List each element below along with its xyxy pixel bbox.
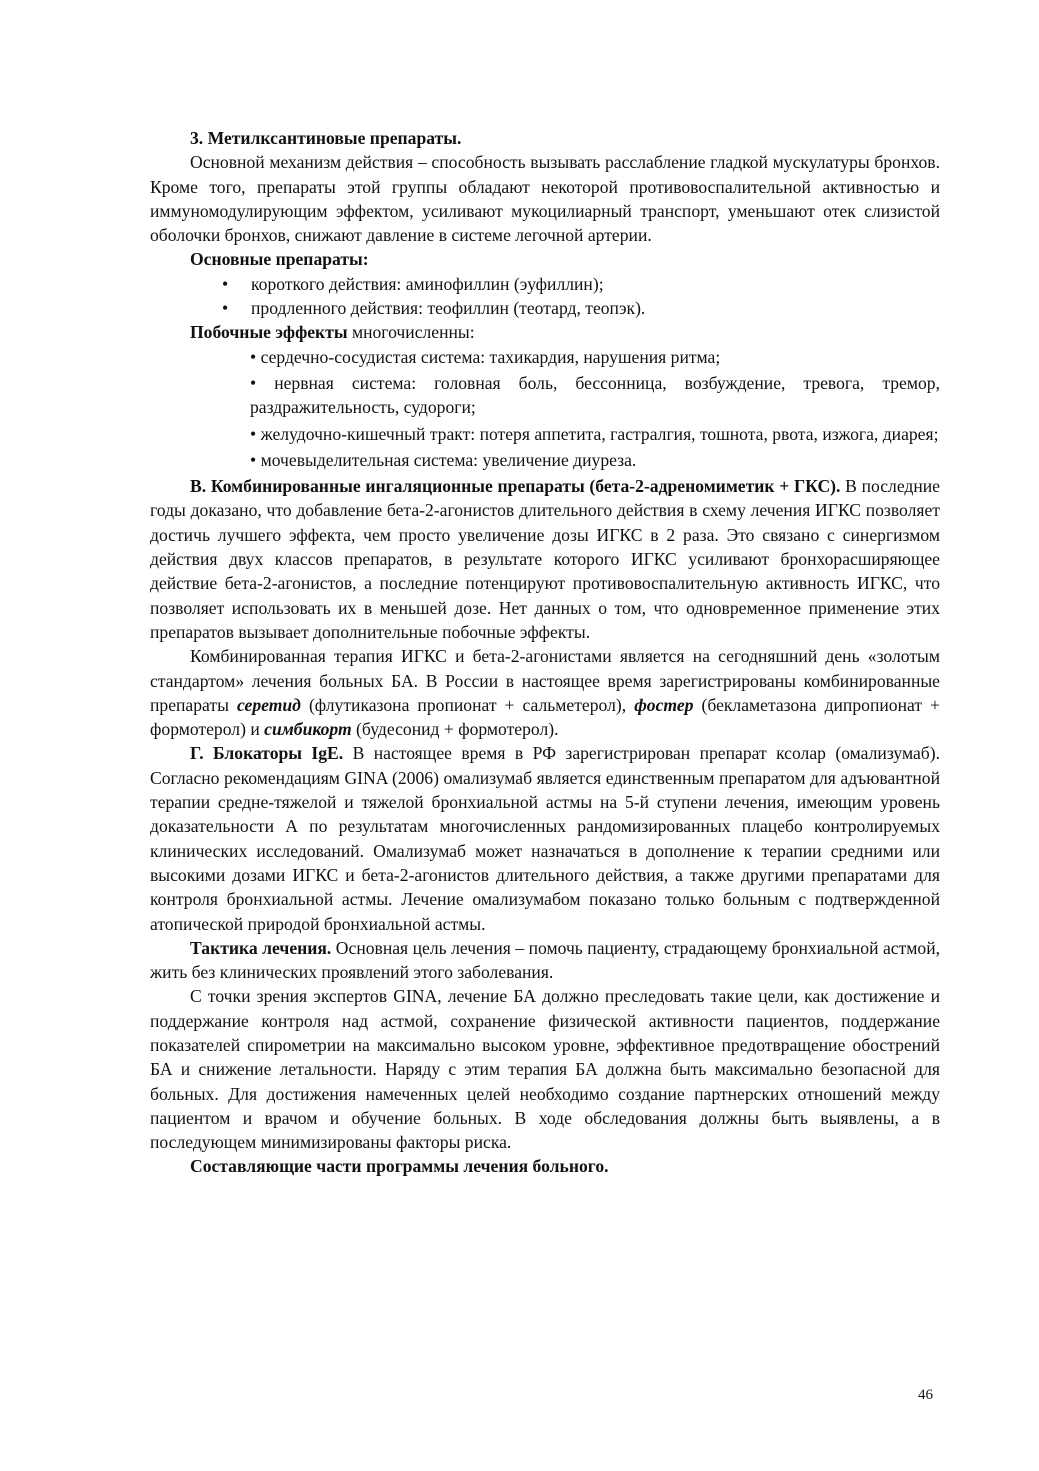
combined-therapy-text-2: (флутиказона пропионат + сальметерол), <box>300 694 635 715</box>
gina-goals-paragraph: С точки зрения экспертов GINA, лечение БА должно преследовать такие цели, как достижение и поддержание контроля над астмой, сохранение физической активности пациентов, поддержание показателей спирометрии на максимально высоком уровне, эффективное предотвращение обострений БА и снижение летальности. Наряду с этим терапия БА должна быть максимально безопасной для больных. Для достижения намеченных целей необходимо создание партнерских отношений между пациентом и врачом и обучение больных. В ходе обследования должны быть выявлены, а в последующем минимизированы факторы риска. <box>150 986 940 1153</box>
section-3-title: 3. Метилксантиновые препараты. <box>190 128 462 148</box>
section-v-title: В. Комбинированные ингаляционные препараты (бета-2-адреномиметик + ГКС). <box>190 476 841 497</box>
side-effects-heading-bold: Побочные эффекты <box>190 322 348 343</box>
list-item <box>150 371 940 420</box>
list-item-text: желудочно-кишечный тракт: потеря аппетита, гастралгия, тошнота, рвота, изжога, диарея; <box>260 423 939 444</box>
bullet-icon: • <box>250 423 257 444</box>
section-3-intro: Основной механизм действия – способность вызывать расслабление гладкой мускулатуры бронхов. Кроме того, препараты этой группы обладают некоторой противовоспалительной активностью и иммуномодулирующим эффектом, усиливают мукоцилиарный транспорт, уменьшают отек слизистой оболочки бронхов, снижают давление в системе легочной артерии. <box>150 152 940 246</box>
list-item-text: продленного действия: теофиллин (теотард, теопэк). <box>251 298 646 319</box>
side-effects-heading <box>150 320 940 344</box>
section-g-text: В настоящее время в РФ зарегистрирован препарат ксолар (омализумаб). Согласно рекомендациям GINA (2006) омализумаб является единственным препаратом для адъювантной терапии средне-тяжелой и тяжелой бронхиальной астмы на 5-й ступени лечения, имеющим уровень доказательности А по результатам многочисленных рандомизированных плацебо контролируемых клинических исследований. Омализумаб может назначаться в дополнение к терапии средними или высокими дозами ИГКС и бета-2-агонистов длительного действия, а также другими препаратами для контроля бронхиальной астмы. Лечение омализумабом показано только больным с подтвержденной атопической природой бронхиальной астмы. <box>150 743 940 934</box>
section-g-title: Г. Блокаторы IgE. <box>190 743 344 764</box>
list-item <box>150 345 940 369</box>
list-item-text: нервная система: головная боль, бессонница, возбуждение, тревога, тремор, раздражительность, судороги; <box>250 372 940 418</box>
list-item <box>150 422 940 446</box>
page-number: 46 <box>918 1387 933 1403</box>
drug-name-symbicort: симбикорт <box>264 719 352 740</box>
bullet-icon: • <box>250 449 257 470</box>
combined-therapy-text-4: (будесонид + формотерол). <box>351 719 559 740</box>
list-item-text: короткого действия: аминофиллин (эуфиллин); <box>251 273 604 294</box>
side-effects-heading-rest: многочисленны: <box>347 322 475 343</box>
combined-therapy-text-3: (бекламетазона дипропионат + формотерол) и <box>150 694 940 740</box>
section-v-paragraph <box>150 474 940 644</box>
main-drugs-heading: Основные препараты: <box>190 249 369 270</box>
list-item <box>150 448 940 472</box>
combined-therapy-paragraph <box>150 644 940 741</box>
drug-name-seretide: серетид <box>236 694 301 715</box>
main-drugs-list <box>150 272 940 321</box>
bullet-icon: • <box>222 273 229 294</box>
tactics-title: Тактика лечения. <box>190 937 332 958</box>
document-page <box>150 126 940 1179</box>
bullet-icon: • <box>250 346 257 367</box>
tactics-text: Основная цель лечения – помочь пациенту, страдающему бронхиальной астмой, жить без клинических проявлений этого заболевания. <box>150 937 941 983</box>
program-heading: Составляющие части программы лечения больного. <box>190 1156 609 1177</box>
list-item-text: сердечно-сосудистая система: тахикардия, нарушения ритма; <box>260 346 721 367</box>
section-g-paragraph <box>150 741 940 935</box>
list-item <box>150 272 940 296</box>
bullet-icon: • <box>222 298 229 319</box>
list-item <box>150 296 940 320</box>
list-item-text: мочевыделительная система: увеличение диуреза. <box>260 449 637 470</box>
section-v-text: В последние годы доказано, что добавление бета-2-агонистов длительного действия в схему лечения ИГКС позволяет достичь лучшего эффекта, чем просто увеличение дозы ИГКС в 2 раза. Это связано с синергизмом действия двух классов препаратов, в результате которого ИГКС усиливают бронхорасширяющее действие бета-2-агонистов, а последние потенцируют противовоспалительную активность ИГКС, что позволяет использовать их в меньшей дозе. Нет данных о том, что одновременное применение этих препаратов вызывает дополнительные побочные эффекты. <box>150 476 940 642</box>
side-effects-list <box>150 345 940 472</box>
combined-therapy-text-1: Комбинированная терапия ИГКС и бета-2-агонистами является на сегодняшний день «золотым стандартом» лечения больных БА. В России в настоящее время зарегистрированы комбинированные препараты <box>150 646 940 715</box>
bullet-icon: • <box>250 372 257 393</box>
drug-name-foster: фостер <box>634 694 694 715</box>
tactics-paragraph <box>150 936 940 985</box>
